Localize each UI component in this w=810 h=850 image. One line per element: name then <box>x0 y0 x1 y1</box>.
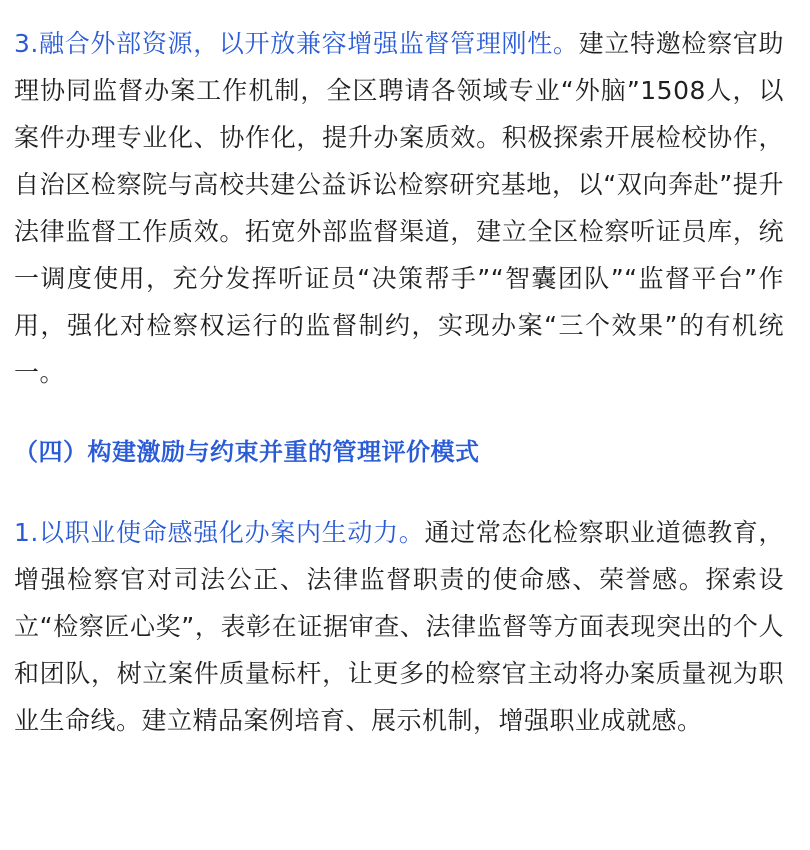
section-4-heading: （四）构建激励与约束并重的管理评价模式 <box>14 438 480 466</box>
paragraph-3-lead: 3.融合外部资源，以开放兼容增强监督管理刚性。 <box>14 29 579 58</box>
paragraph-3 <box>14 20 784 396</box>
paragraph-4-1-lead: 1.以职业使命感强化办案内生动力。 <box>14 518 425 547</box>
paragraph-4-1-body: 通过常态化检察职业道德教育，增强检察官对司法公正、法律监督职责的使命感、荣誉感。探索设立“检察匠心奖”，表彰在证据审查、法律监督等方面表现突出的个人和团队，树立案件质量标杆，让更多的检察官主动将办案质量视为职业生命线。建立精品案例培育、展示机制，增强职业成就感。 <box>14 518 784 735</box>
paragraph-3-body: 建立特邀检察官助理协同监督办案工作机制，全区聘请各领域专业“外脑”1508人，以案件办理专业化、协作化，提升办案质效。积极探索开展检校协作，自治区检察院与高校共建公益诉讼检察研究基地，以“双向奔赴”提升法律监督工作质效。拓宽外部监督渠道，建立全区检察听证员库，统一调度使用，充分发挥听证员“决策帮手”“智囊团队”“监督平台”作用，强化对检察权运行的监督制约，实现办案“三个效果”的有机统一。 <box>14 29 784 387</box>
paragraph-4-1 <box>14 509 784 744</box>
article-body <box>14 20 784 744</box>
